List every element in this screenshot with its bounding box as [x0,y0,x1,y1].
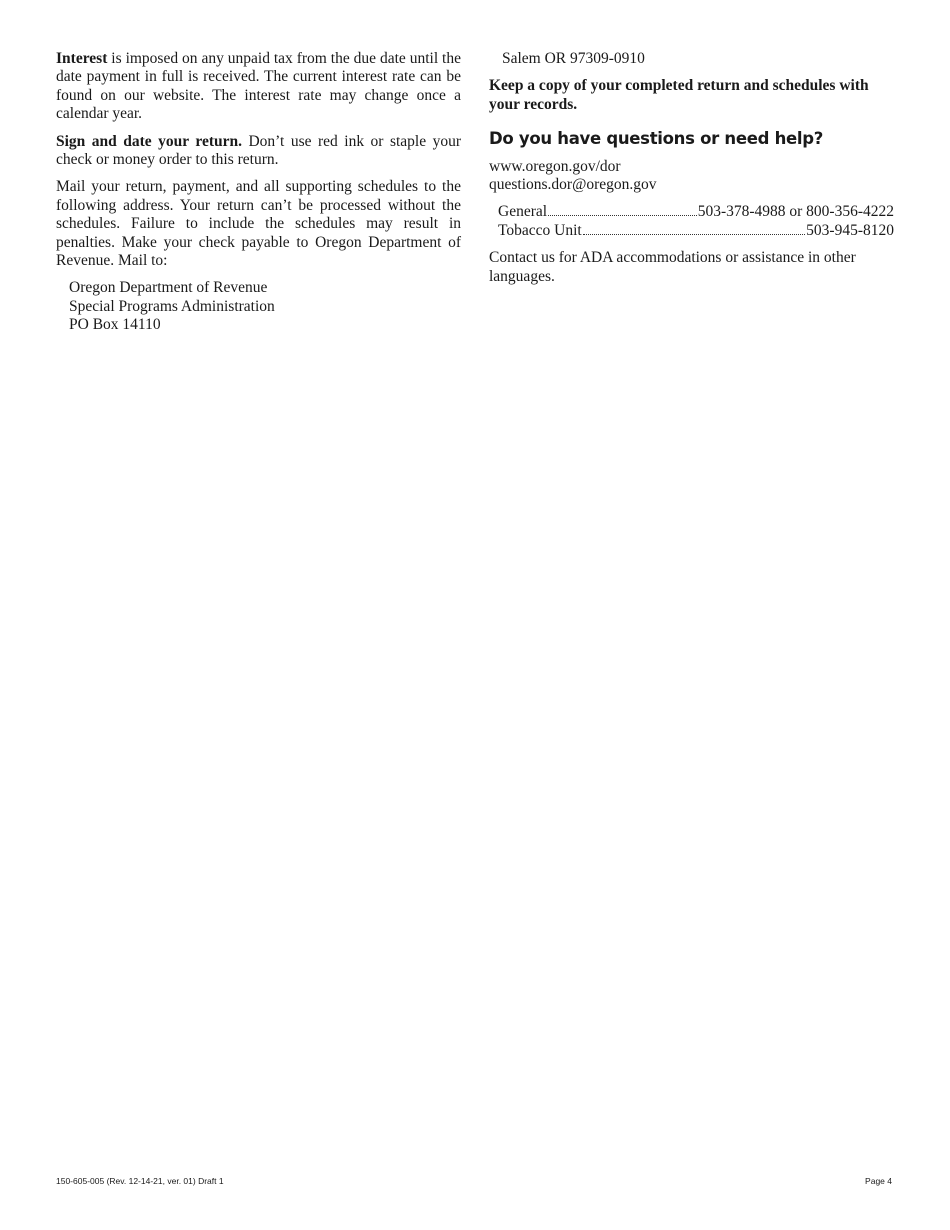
address-line: Oregon Department of Revenue [69,279,268,297]
form-id: 150-605-005 (Rev. 12-14-21, ver. 01) Draft 1 [56,1176,224,1186]
sign-text: Don’t use red ink or staple your check or money order to this return. [56,132,461,169]
help-heading: Do you have questions or need help? [489,129,824,149]
website-link[interactable]: www.oregon.gov/dor [489,157,621,175]
phone-row-general [498,203,894,221]
mailing-address [56,279,461,334]
interest-paragraph [56,50,461,124]
sign-paragraph [56,133,461,170]
interest-text: is imposed on any unpaid tax from the due date until the date payment in full is received. The current interest rate can be found on our website. The interest rate may change once a calendar year. [56,50,461,123]
ada-note: Contact us for ADA accommodations or assistance in other languages. [489,249,856,285]
page-number: Page 4 [865,1176,892,1186]
address-line: Special Programs Administration [69,297,275,315]
dot-leader [548,215,697,216]
left-column [56,50,461,344]
phone-number: 503-945-8120 [806,221,894,239]
phone-row-tobacco [498,222,894,240]
contact-links [489,158,894,195]
sign-label: Sign and date your return. [56,132,242,150]
interest-label: Interest [56,50,108,67]
phone-label: General [498,203,548,221]
email-link[interactable]: questions.dor@oregon.gov [489,176,657,194]
address-continued: Salem OR 97309-0910 [502,50,645,67]
address-line: PO Box 14110 [69,316,161,334]
phone-label: Tobacco Unit [498,221,582,239]
mail-paragraph: Mail your return, payment, and all supporting schedules to the following address. Your return can’t be processed without the schedules. Failure to include the schedules may result in penalties. Make your check payable to Oregon Department of Revenue. Mail to: [56,178,461,270]
dot-leader [583,234,805,235]
right-column [489,50,894,295]
keep-copy-note: Keep a copy of your completed return and schedules with your records. [489,77,869,113]
phone-list [498,203,894,240]
phone-number: 503-378-4988 or 800-356-4222 [697,203,894,221]
